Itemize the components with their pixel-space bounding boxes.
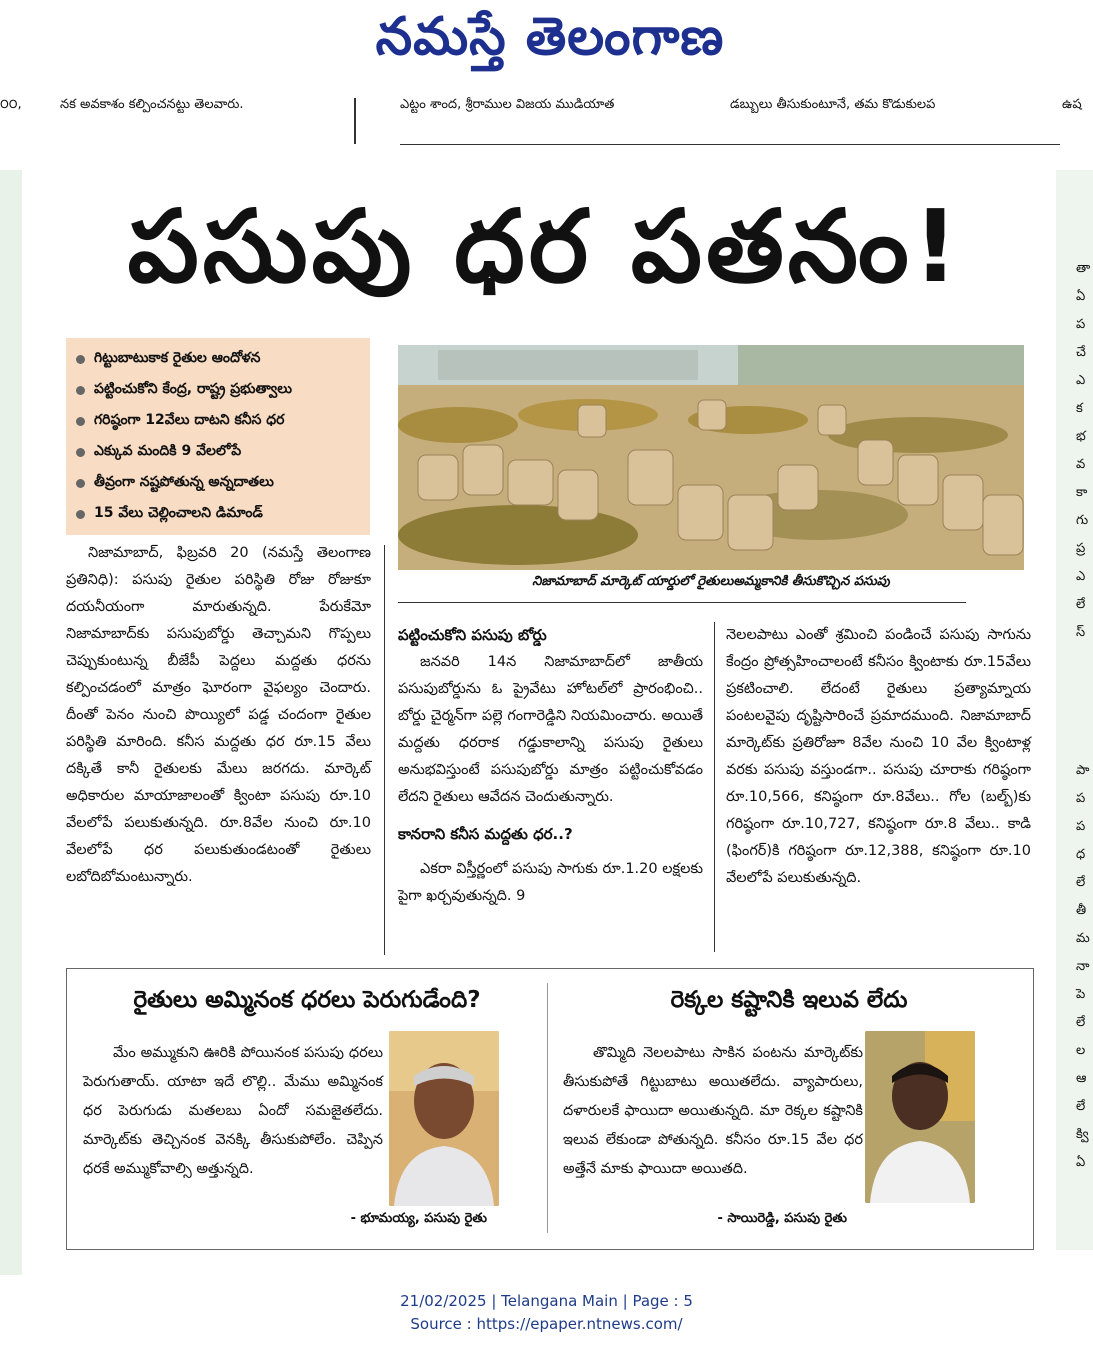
masthead bbox=[0, 0, 1093, 95]
quote-title: రెక్కల కష్టానికి ఇలువ లేదు bbox=[670, 987, 908, 1013]
page-footer bbox=[0, 1290, 1093, 1336]
highlights-box bbox=[66, 338, 370, 535]
article-column-2 bbox=[398, 622, 703, 910]
strip-text: ప్ర bbox=[1076, 541, 1086, 556]
caption-divider bbox=[398, 602, 966, 603]
strip-text: తా bbox=[1076, 261, 1091, 276]
strip-text: లే bbox=[1076, 1099, 1086, 1114]
article-subheading: కానరాని కనీస మద్దతు ధర..? bbox=[398, 825, 573, 843]
section-divider bbox=[400, 144, 1060, 145]
strip-text: ఏ bbox=[1076, 289, 1086, 304]
strip-text: భ bbox=[1076, 429, 1086, 444]
teaser-text: నక అవకాశం కల్పించనట్టు తెలవారు. bbox=[60, 97, 244, 112]
article-headline: పసుపు ధర పతనం! bbox=[127, 188, 963, 305]
strip-text: ప bbox=[1076, 317, 1086, 332]
article-text: ఎకరా విస్తీర్ణంలో పసుపు సాగుకు రూ.1.20 లక్షలకు పైగా ఖర్చవుతున్నది. 9 bbox=[398, 861, 703, 904]
bullet-icon bbox=[76, 386, 85, 395]
highlight-item bbox=[76, 468, 360, 499]
person-photo-icon bbox=[865, 1031, 975, 1203]
highlight-text: ఎక్కువ మందికి 9 వేలలోపే bbox=[94, 443, 242, 459]
market-photo bbox=[398, 345, 1024, 570]
strip-text: స్ bbox=[1076, 625, 1086, 640]
column-divider bbox=[714, 622, 715, 952]
quote-text: మేం అమ్ముకుని ఊరికి పోయినంక పసుపు ధరలు పెరుగుతాయ్. యాటా ఇదే లొల్లి.. మేము అమ్మినంక ధర పెరుగుడు మతలబు ఏందో సమజైతలేదు. మార్కెట్‌కు తెచ్చినంక వెనక్కి తీసుకుపోలేం. చెప్పిన ధరకే అమ్ముకోవాల్సి అత్తున్నది. bbox=[83, 1045, 383, 1177]
strip-text: ల bbox=[1076, 1043, 1086, 1058]
strip-text: పె bbox=[1076, 987, 1086, 1002]
article-subheading: పట్టించుకోని పసుపు బోర్డు bbox=[398, 626, 547, 644]
teaser-text: ౦౦, bbox=[0, 97, 22, 112]
bullet-icon bbox=[76, 355, 85, 364]
article-text: జనవరి 14న నిజామాబాద్‌లో జాతీయ పసుపుబోర్డును ఓ ప్రైవేటు హోటల్‌లో ప్రారంభించి.. బోర్డు చైర్మన్‌గా పల్లె గంగారెడ్డిని నియమించారు. అయితే మద్దతు ధరరాక గడ్డుకాలాన్ని పసుపు రైతులు అనుభవిస్తుంటే పసుపుబోర్డు మాత్రం పట్టించుకోవడం లేదని రైతులు ఆవేదన చెందుతున్నారు. bbox=[398, 654, 703, 805]
article-text: నిజామాబాద్, ఫిబ్రవరి 20 (నమస్తే తెలంగాణ ప్రతినిధి): పసుపు రైతుల పరిస్థితి రోజు రోజుకూ దయనీయంగా మారుతున్నది. పేరుకేమో నిజామాబాద్‌కు పసుపుబోర్డు తెచ్చామని గొప్పలు చెప్పుకుంటున్న బీజేపీ పెద్దలు మద్దతు ధరను కల్పించడంలో మాత్రం ఘోరంగా వైఫల్యం చెందారు. దీంతో పెనం నుంచి పొయ్యిలో పడ్డ చందంగా రైతుల పరిస్థితి మారింది. కనీస మద్దతు ధర రూ.15 వేలు దక్కితే కానీ రైతులకు మేలు జరగదు. మార్కెట్ అధికారుల మాయాజాలంతో క్వింటా పసుపు రూ.10 వేలలోపే పలుకుతున్నది. రూ.8వేల నుంచి రూ.10 వేలలోపే ధర పలుకుతుండటంతో రైతులు లబోదిబోమంటున్నారు. bbox=[66, 545, 371, 885]
photo-caption: నిజామాబాద్ మార్కెట్ యార్డులో రైతులుఅమ్మకానికి తీసుకొచ్చిన పసుపు bbox=[532, 574, 890, 589]
person-photo-icon bbox=[389, 1031, 499, 1206]
highlight-text: గరిష్ఠంగా 12వేలు దాటని కనీస ధర bbox=[94, 412, 285, 428]
highlight-item bbox=[76, 437, 360, 468]
highlight-text: పట్టించుకోని కేంద్ర, రాష్ట్ర ప్రభుత్వాలు bbox=[94, 381, 292, 397]
bullet-icon bbox=[76, 417, 85, 426]
edition-info: 21/02/2025 | Telangana Main | Page : 5 bbox=[400, 1292, 693, 1310]
strip-text: గు bbox=[1076, 513, 1089, 528]
quote-signature: - భూమయ్య, పసుపు రైతు bbox=[350, 1211, 487, 1226]
farmer-quotes-box bbox=[66, 968, 1034, 1250]
column-divider bbox=[384, 545, 385, 955]
strip-text: తీ bbox=[1076, 903, 1087, 918]
strip-text: లే bbox=[1076, 875, 1086, 890]
strip-text: లే bbox=[1076, 1015, 1086, 1030]
article-text: నెలలపాటు ఎంతో శ్రమించి పండించే పసుపు సాగును కేంద్రం ప్రోత్సహించాలంటే కనీసం క్వింటాకు రూ.15వేలు ప్రకటించాలి. లేదంటే రైతులు ప్రత్యామ్నాయ పంటలవైపు దృష్టిసారించే ప్రమాదముంది. నిజామాబాద్ మార్కెట్‌కు ప్రతిరోజూ 8వేల నుంచి 10 వేల క్వింటాళ్ల వరకు పసుపు వస్తుండగా.. పసుపు చూరాకు గరిష్ఠంగా రూ.10,566, కనిష్ఠంగా రూ.8వేలు.. గోల (బల్బ్)కు గరిష్ఠంగా రూ.10,727, కనిష్ఠంగా రూ.8 వేలు.. కాడి (ఫింగర్)కి గరిష్ఠంగా రూ.12,388, కనిష్ఠంగా రూ.10 వేలలోపే పలుకుతున్నది. bbox=[726, 627, 1031, 886]
article-column-1 bbox=[66, 540, 371, 891]
strip-text: ధ bbox=[1076, 847, 1086, 862]
strip-text: క bbox=[1076, 401, 1083, 416]
teaser-text: ఉష bbox=[1062, 97, 1082, 112]
strip-text: ఆ bbox=[1076, 1071, 1087, 1086]
column-divider bbox=[354, 98, 356, 144]
farmer-portrait-bhumayya bbox=[389, 1031, 499, 1206]
quote-text: తొమ్మిది నెలలపాటు సాకిన పంటను మార్కెట్‌కు తీసుకుపోతే గిట్టుబాటు అయితలేదు. వ్యాపారులు, దళారులకే ఫాయిదా అయితున్నది. మా రెక్కల కష్టానికి ఇలువ లేకుండా పోతున్నది. కనీసం రూ.15 వేల ధర అత్తేనే మాకు ఫాయిదా అయితది. bbox=[563, 1045, 863, 1177]
teaser-text: ఎట్టం శాంద, శ్రీరాముల విజయ ముడియాత bbox=[400, 97, 615, 112]
strip-text: ప bbox=[1076, 819, 1086, 834]
highlight-text: గిట్టుబాటుకాక రైతుల ఆందోళన bbox=[94, 350, 261, 366]
highlight-item bbox=[76, 406, 360, 437]
strip-text: మ bbox=[1076, 931, 1090, 946]
quote-signature: - సాయిరెడ్డి, పసుపు రైతు bbox=[717, 1211, 847, 1226]
strip-text: ప bbox=[1076, 791, 1086, 806]
source-link[interactable]: Source : https://epaper.ntnews.com/ bbox=[410, 1315, 683, 1333]
farmer-portrait-saireddy bbox=[865, 1031, 975, 1203]
highlight-text: 15 వేలు చెల్లించాలని డిమాండ్ bbox=[94, 505, 263, 521]
highlight-item bbox=[76, 499, 360, 530]
strip-text: క్వి bbox=[1076, 1127, 1089, 1142]
newspaper-logo: నమస్తే తెలంగాణ bbox=[375, 6, 725, 67]
strip-text: లే bbox=[1076, 597, 1086, 612]
right-adjacent-column bbox=[1056, 170, 1093, 1250]
teaser-text: డబ్బులు తీసుకుంటూనే, తమ కొడుకులప bbox=[730, 97, 936, 112]
bullet-icon bbox=[76, 448, 85, 457]
highlight-text: తీవ్రంగా నష్టపోతున్న అన్నదాతలు bbox=[94, 474, 274, 490]
highlight-item bbox=[76, 344, 360, 375]
left-adjacent-column bbox=[0, 170, 22, 1275]
strip-text: చే bbox=[1076, 345, 1086, 360]
highlight-item bbox=[76, 375, 360, 406]
quote-divider bbox=[547, 983, 548, 1233]
turmeric-market-illustration bbox=[398, 345, 1024, 570]
strip-text: ఏ bbox=[1076, 1155, 1086, 1170]
article-column-3 bbox=[726, 622, 1031, 892]
strip-text: ఎ bbox=[1076, 373, 1086, 388]
teaser-row bbox=[0, 95, 1093, 125]
bullet-icon bbox=[76, 510, 85, 519]
strip-text: వ bbox=[1076, 457, 1086, 472]
strip-text: పా bbox=[1076, 763, 1090, 778]
strip-text: నా bbox=[1076, 959, 1090, 974]
strip-text: కా bbox=[1076, 485, 1088, 500]
quote-title: రైతులు అమ్మినంక ధరలు పెరుగుడేంది? bbox=[133, 987, 481, 1013]
strip-text: ఎ bbox=[1076, 569, 1086, 584]
bullet-icon bbox=[76, 479, 85, 488]
